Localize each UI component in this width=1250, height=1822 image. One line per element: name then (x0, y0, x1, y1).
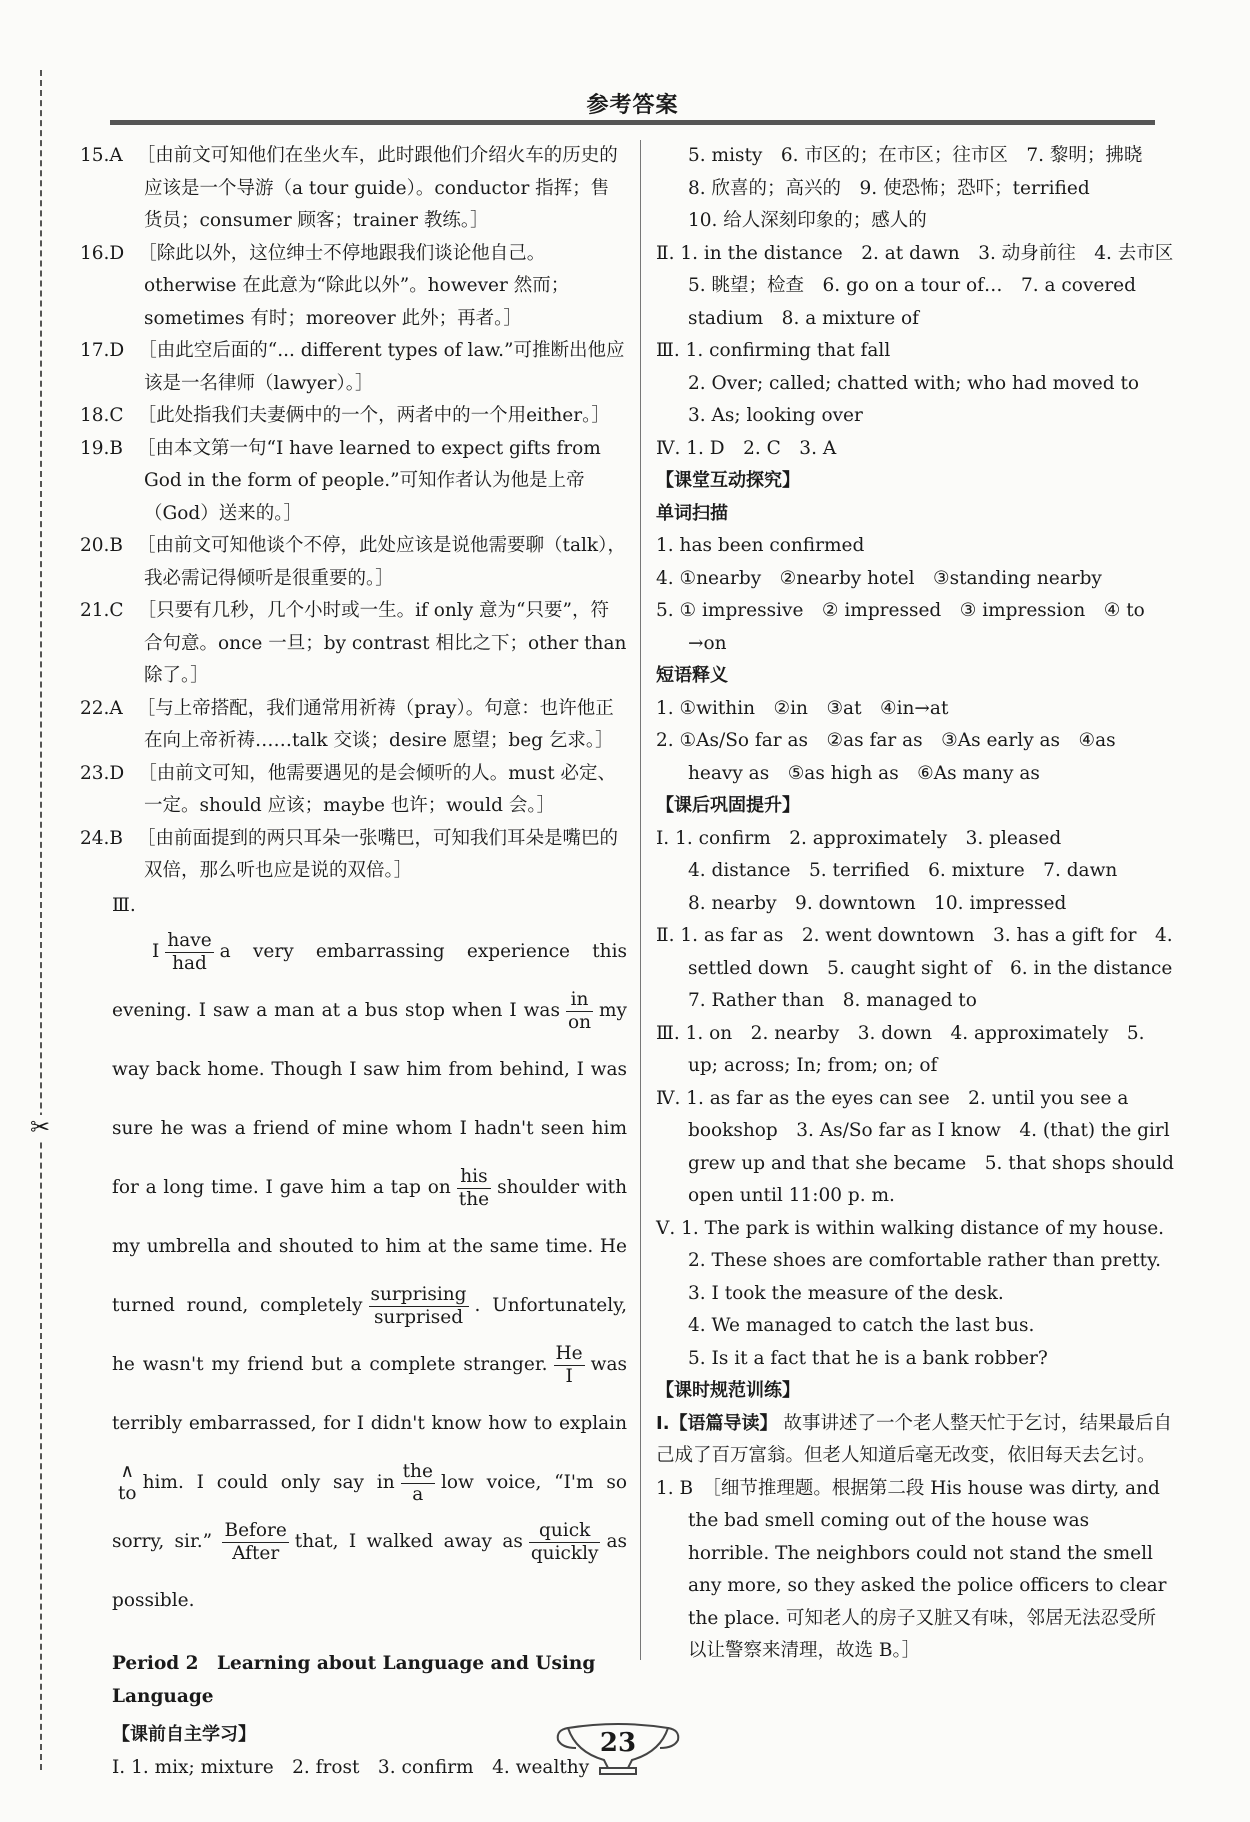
answer-number: 17.D (80, 340, 125, 361)
correction-mark: $\frac{\text{quick}}{\text{quickly}}$ (530, 1519, 599, 1564)
answer-number: 18.C (80, 405, 124, 426)
answer-explanation: ［除此以外，这位绅士不停地跟我们谈论他自己。otherwise 在此意为“除此以外”。however 然而；sometimes 有时；moreover 此外；再者。］ (138, 242, 570, 329)
sub-heading: 短语释义 (656, 665, 728, 686)
guide-text: 故事讲述了一个老人整天忙于乞讨，结果最后自己成了百万富翁。但老人知道后毫无改变，依旧每天去乞讨。 (656, 1412, 1172, 1466)
answer-number: 16.D (80, 242, 125, 264)
story-text: I (152, 941, 160, 962)
correction-mark: $\frac{\text{surprising}}{\text{surprised}}$ (370, 1283, 467, 1328)
left-column (80, 140, 628, 1784)
story-text: my way back home. Though I saw him from behind, I was sure he was a friend of mine whom I hadn't seen him for a long time. I gave him a tap on (112, 1000, 628, 1198)
answer-line: 4. ①nearby ②nearby hotel ③standing nearby (656, 567, 1102, 589)
answer-item (80, 335, 627, 400)
answer-item (80, 595, 627, 693)
section-heading: 【课时规范训练】 (656, 1380, 800, 1401)
story-text: him. I could only say in (142, 1472, 395, 1493)
answer-line: 5. Is it a fact that he is a bank robber? (688, 1347, 1048, 1369)
story-text: shoulder with my umbrella and shouted to him at the same time. He turned round, completely (112, 1177, 627, 1316)
answer-item (80, 823, 627, 888)
answer-item (80, 530, 627, 595)
right-column (656, 140, 1192, 1668)
answer-explanation: ［由前文可知他谈个不停，此处应该是说他需要聊（talk），我必需记得倾听是很重要的。］ (137, 535, 626, 589)
answer-explanation: ［由本文第一句“I have learned to expect gifts from God in the form of people.”可知作者认为他是上帝（God）送来的。］ (137, 437, 601, 524)
answer-explanation: ［由前文可知，他需要遇见的是会倾听的人。must 必定、一定。should 应该；maybe 也许；would 会。］ (138, 762, 617, 816)
answer-line: 3. I took the measure of the desk. (688, 1282, 1004, 1304)
section-heading: 【课前自主学习】 (112, 1724, 256, 1745)
answer-line: Ⅲ. 1. confirming that fall (656, 340, 891, 361)
section-heading: 【课后巩固提升】 (656, 795, 800, 816)
answer-line: 2. ①As/So far as ②as far as ③As early as ④as heavy as ⑤as high as ⑥As many as (656, 730, 1116, 784)
story-text: I saw a man at a bus stop when I was (198, 1000, 560, 1021)
correction-mark: $\frac{\text{Before}}{\text{After}}$ (224, 1519, 287, 1564)
story-text: was terribly embarrassed, for I didn't know how to explain (112, 1354, 627, 1434)
answer-item (80, 758, 627, 823)
story-text: a very embarrassing experience this evening. (112, 941, 627, 1021)
answer-line: 1. has been confirmed (656, 535, 865, 556)
column-divider (640, 140, 641, 1660)
answer-line: 5. misty 6. 市区的；在市区；往市区 7. 黎明；拂晓 (688, 145, 1143, 166)
answer-line: 4. We managed to catch the last bus. (688, 1315, 1035, 1336)
sub-heading: 单词扫描 (656, 502, 728, 524)
correction-mark: $\frac{He}{I}$ (555, 1342, 583, 1387)
answer-line: 10. 给人深刻印象的；感人的 (688, 210, 927, 231)
answer-line: Ⅴ. 1. The park is within walking distance of my house. (656, 1217, 1165, 1239)
answer-line: 5. ① impressive ② impressed ③ impression ④ to →on (656, 600, 1145, 654)
scissors-icon: ✂ (30, 1113, 51, 1141)
correction-mark: $\frac{\text{his}}{\text{the}}$ (458, 1165, 490, 1210)
answer-line: Ⅳ. 1. D 2. C 3. A (656, 437, 837, 459)
answer-item (80, 238, 627, 336)
answer-item (80, 693, 627, 758)
answer-number: 19.B (80, 437, 124, 459)
story-text: that, I walked away as (294, 1531, 523, 1552)
cut-line (40, 70, 42, 1770)
answer-line: Ⅱ. 1. as far as 2. went downtown 3. has a gift for 4. settled down 5. caught sight of 6. in the distance 7. Rather than 8. managed to (656, 925, 1191, 1011)
answer-item (80, 433, 627, 531)
page-number-badge (548, 1718, 688, 1778)
page-number: 23 (599, 1728, 637, 1758)
correction-story (112, 922, 627, 1630)
answer-number: 21.C (80, 600, 124, 621)
answer-explanation: ［此处指我们夫妻俩中的一个，两者中的一个用either。］ (137, 405, 610, 426)
answer-line: 1. B ［细节推理题。根据第二段 His house was dirty, and the bad smell coming out of the house was horrible. The neighbors could not stand the smell any more, so they asked the police officers to clear the place. 可知老人的房子又脏又有味，邻居无法忍受所以让警察来清理，故选 B。］ (656, 1477, 1167, 1661)
answer-line: Ⅳ. 1. as far as the eyes can see 2. until you see a bookshop 3. As/So far as I know 4. (that) the girl grew up and that she became 5. that shops should open until 11:00 p. m. (656, 1087, 1174, 1206)
correction-mark: $\frac{\text{have}}{\text{had}}$ (167, 929, 212, 974)
answer-explanation: ［由此空后面的“... different types of law.”可推断出他应该是一名律师（lawyer）。］ (138, 340, 625, 394)
story-label: Ⅲ. (112, 894, 136, 916)
story-text: . Unfortunately, he wasn't my friend but a complete stranger. (112, 1295, 627, 1375)
header-title: 参考答案 (586, 92, 679, 118)
answer-line: Ⅰ. 1. mix; mixture 2. frost 3. confirm 4. wealthy (112, 1756, 590, 1778)
header-rule (110, 120, 1155, 125)
reading-guide (656, 1408, 1174, 1473)
answer-line: 2. Over; called; chatted with; who had moved to (688, 372, 1140, 394)
answer-line: 4. distance 5. terrified 6. mixture 7. dawn (688, 860, 1118, 881)
story-text: low voice, “I'm so sorry, sir.” (112, 1472, 627, 1552)
answer-number: 23.D (80, 762, 125, 784)
answer-line: 8. nearby 9. downtown 10. impressed (688, 892, 1067, 914)
period-title: Period 2 Learning about Language and Using Language (112, 1653, 596, 1707)
answer-number: 15.A (80, 145, 123, 166)
correction-mark: $\frac{in}{on}$ (567, 988, 592, 1033)
section-heading: 【课堂互动探究】 (656, 470, 800, 491)
answer-number: 20.B (80, 535, 124, 556)
answer-line: 8. 欣喜的；高兴的 9. 使恐怖；恐吓；terrified (688, 177, 1090, 199)
page-header (110, 88, 1155, 128)
answer-explanation: ［只要有几秒，几个小时或一生。if only 意为“只要”，符合句意。once 一旦；by contrast 相比之下；other than 除了。］ (137, 600, 627, 686)
guide-label: Ⅰ.【语篇导读】 (656, 1412, 778, 1434)
answer-explanation: ［由前面提到的两只耳朵一张嘴巴，可知我们耳朵是嘴巴的双倍，那么听也应是说的双倍。］ (137, 827, 619, 881)
story-text: as possible. (112, 1531, 627, 1611)
correction-mark: $\frac{\text{the}}{a}$ (402, 1460, 433, 1505)
answer-line: 1. ①within ②in ③at ④in→at (656, 697, 949, 719)
answer-list (80, 140, 627, 888)
insertion-mark: ∧ to (118, 1461, 137, 1504)
answer-item (80, 400, 627, 433)
answer-line: Ⅲ. 1. on 2. nearby 3. down 4. approximately 5. up; across; In; from; on; of (656, 1022, 1145, 1076)
answer-line: 2. These shoes are comfortable rather than pretty. (688, 1250, 1161, 1271)
answer-line: 3. As; looking over (688, 405, 863, 426)
answer-line: Ⅱ. 1. in the distance 2. at dawn 3. 动身前往 4. 去市区 5. 眺望；检查 6. go on a tour of… 7. a covered stadium 8. a mixture of (656, 242, 1192, 329)
answer-line: Ⅰ. 1. confirm 2. approximately 3. pleased (656, 827, 1062, 849)
answer-number: 22.A (80, 697, 123, 719)
answer-explanation: ［与上帝搭配，我们通常用祈祷（pray）。句意：也许他正在向上帝祈祷……talk 交谈；desire 愿望；beg 乞求。］ (136, 697, 614, 751)
answer-item (80, 140, 627, 238)
answer-number: 24.B (80, 827, 124, 849)
answer-explanation: ［由前文可知他们在坐火车，此时跟他们介绍火车的历史的应该是一个导游（a tour guide）。conductor 指挥；售货员；consumer 顾客；trainer 教练。］ (136, 145, 618, 231)
